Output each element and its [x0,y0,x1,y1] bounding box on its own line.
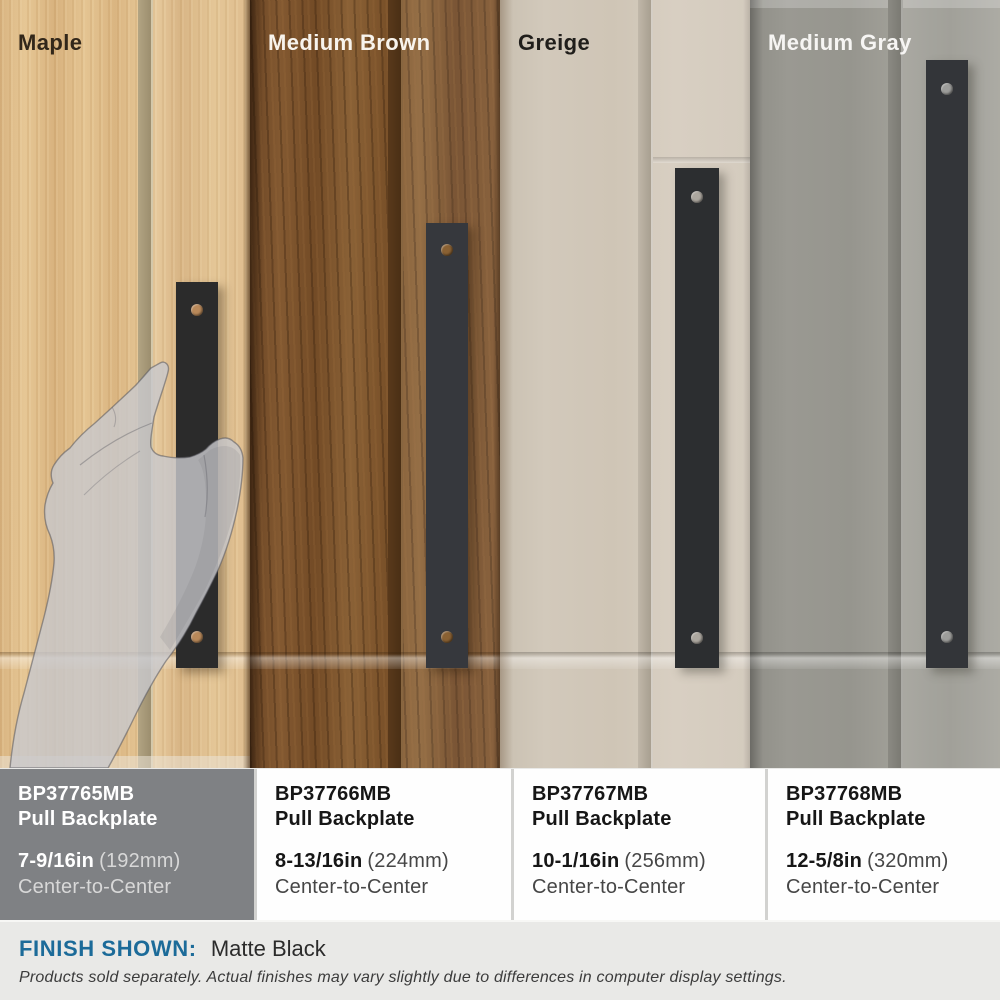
disclaimer-text: Products sold separately. Actual finishes may vary slightly due to differences in computer display settings. [19,969,787,986]
product-model: BP37765MB [18,783,135,805]
cabinet-finish-label: Medium Gray [768,30,912,55]
size-inches: 7-9/16in [18,850,95,872]
product-model: BP37767MB [532,783,649,805]
screw-top [191,304,203,316]
door-top-rail-highlight [750,0,1000,8]
product-card-bp37767mb [514,769,765,920]
cabinet-finish-label: Greige [518,30,591,55]
center-to-center-label: Center-to-Center [18,876,172,898]
door-edge-shadow [743,0,750,768]
center-to-center-label: Center-to-Center [786,876,940,898]
door-column-medium-gray [750,0,1000,768]
size-inches: 8-13/16in [275,850,363,872]
pull-backplate-256mm [675,168,719,668]
door-column-maple [0,0,250,768]
finish-shown-line [19,936,1000,962]
door-column-greige [500,0,750,768]
product-name: Pull Backplate [18,808,158,830]
pull-backplate-320mm [926,60,968,668]
footer [0,920,1000,1000]
screw-bottom [941,631,953,643]
product-name: Pull Backplate [786,808,926,830]
screw-bottom [441,631,453,643]
product-name: Pull Backplate [275,808,415,830]
center-to-center-label: Center-to-Center [275,876,429,898]
door-edge-shadow [493,0,500,768]
product-name: Pull Backplate [532,808,672,830]
product-model: BP37766MB [275,783,392,805]
pull-backplate-224mm [426,223,468,668]
product-size [786,848,990,874]
door-column-medium-brown [250,0,500,768]
door-edge-shadow [250,0,263,768]
reaching-hand-illustration [0,355,250,768]
screw-bottom [691,632,703,644]
size-inches: 12-5/8in [786,850,863,872]
product-card-bp37766mb [257,769,511,920]
screw-top [691,191,703,203]
product-card-bp37765mb [0,769,254,920]
screw-top [941,83,953,95]
door-edge-shadow [500,0,513,768]
door-panel-top-bevel [653,157,750,163]
center-to-center-label: Center-to-Center [532,876,686,898]
product-model: BP37768MB [786,783,903,805]
screw-top [441,244,453,256]
finish-shown-value: Matte Black [210,936,326,961]
door-edge-shadow [750,0,763,768]
size-millimeters: (192mm) [99,850,181,872]
size-inches: 10-1/16in [532,850,620,872]
finish-shown-label: FINISH SHOWN: [19,936,197,961]
size-millimeters: (320mm) [867,850,949,872]
cabinet-finish-label: Medium Brown [268,30,431,55]
size-millimeters: (256mm) [624,850,706,872]
product-size [275,848,501,874]
size-millimeters: (224mm) [367,850,449,872]
product-info-row [0,769,1000,920]
cabinet-finish-label: Maple [18,30,83,55]
product-size [18,848,244,874]
product-card-bp37768mb [768,769,1000,920]
product-size [532,848,755,874]
